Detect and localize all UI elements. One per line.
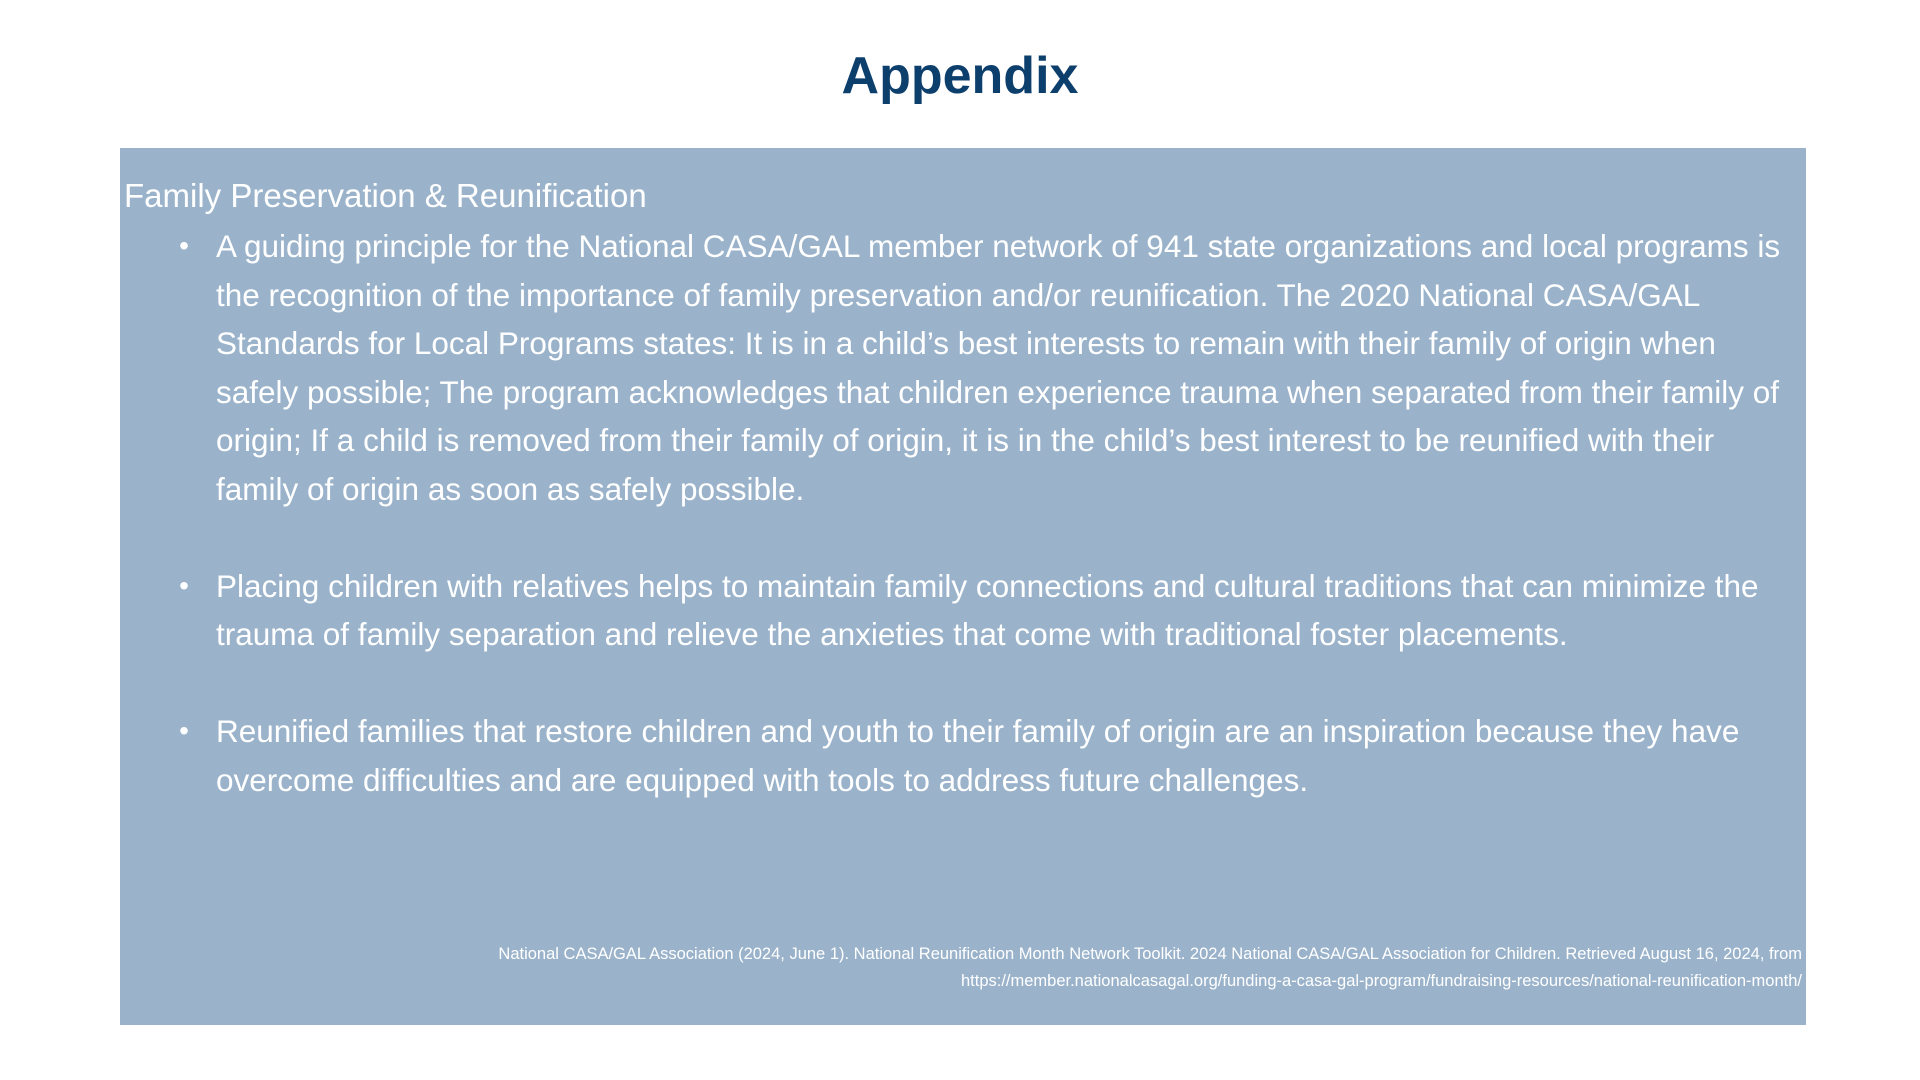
slide-title: Appendix bbox=[841, 47, 1079, 105]
content-panel bbox=[120, 148, 1806, 1025]
list-item bbox=[158, 562, 1798, 659]
list-item bbox=[158, 707, 1798, 804]
bullet-text: Reunified families that restore children and youth to their family of origin are an inspiration because they have overcome difficulties and are equipped with tools to address future challenges. bbox=[216, 713, 1740, 798]
list-item bbox=[158, 222, 1798, 513]
citation-text: National CASA/GAL Association (2024, June 1). National Reunification Month Network Toolkit. 2024 National CASA/GAL Association for Children. Retrieved August 16, 2024, from bbox=[498, 945, 1802, 963]
citation bbox=[162, 941, 1802, 995]
bullet-icon: • bbox=[179, 230, 189, 261]
bullet-icon: • bbox=[179, 715, 189, 746]
bullet-text: Placing children with relatives helps to maintain family connections and cultural traditions that can minimize the trauma of family separation and relieve the anxieties that come with traditional foster placements. bbox=[216, 567, 1759, 652]
bullet-text: A guiding principle for the National CASA/GAL member network of 941 state organizations and local programs is the recognition of the importance of family preservation and/or reunification. The 2020 National CASA/GAL Standards for Local Programs states: It is in a child’s best interests to remain with their family of origin when safely possible; The program acknowledges that children experience trauma when separated from their family of origin; If a child is removed from their family of origin, it is in the child’s best interest to be reunified with their family of origin as soon as safely possible. bbox=[216, 228, 1781, 507]
bullet-icon: • bbox=[179, 569, 189, 601]
citation-url: https://member.nationalcasagal.org/funding-a-casa-gal-program/fundraising-resources/national-reunification-month/ bbox=[960, 972, 1802, 990]
section-heading: Family Preservation & Reunification bbox=[124, 177, 647, 214]
bullet-list bbox=[158, 222, 1798, 853]
